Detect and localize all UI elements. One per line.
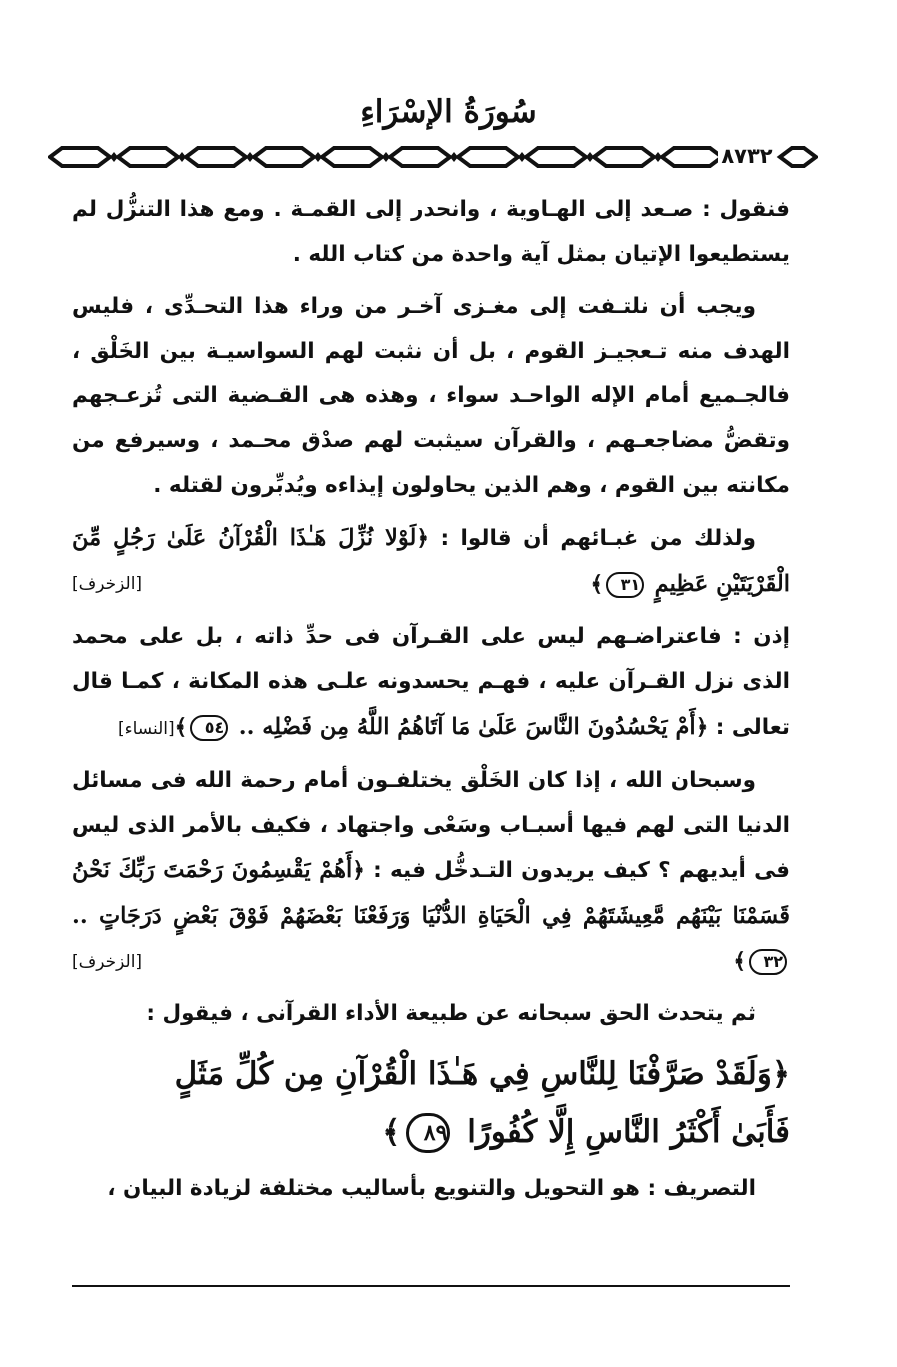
quoted-verse-zukhruf-31: لَوْلا نُزِّلَ هَـٰذَا الْقُرْآنُ عَلَىٰ رَجُلٍ مِّنَ الْقَرْيَتَيْنِ عَظِيمٍ bbox=[72, 525, 790, 597]
header-ornament-rule bbox=[48, 140, 818, 174]
surah-reference: [النساء] bbox=[117, 718, 175, 739]
quoted-verse-nisa-54: أَمْ يَحْسُدُونَ النَّاسَ عَلَىٰ مَا آتَاهُمُ اللَّهُ مِن فَضْلِه .. bbox=[238, 713, 696, 740]
ayah-number-badge: ٣٢ bbox=[749, 949, 787, 975]
verse-close-bracket: ﴾ bbox=[382, 1113, 401, 1150]
paragraph-7 bbox=[72, 1167, 790, 1212]
paragraph-7-text: التصريف : هو التحويل والتنويع بأساليب مختلفة لزيادة البيان ، bbox=[107, 1175, 756, 1201]
paragraph-2 bbox=[72, 285, 790, 508]
main-verse-block bbox=[72, 1045, 790, 1161]
verse-open-bracket: ﴿ bbox=[416, 526, 429, 552]
footer-rule bbox=[72, 1285, 790, 1287]
ayah-number-badge: ٥٤ bbox=[190, 715, 228, 741]
main-verse-line-2-text: فَأَبَىٰ أَكْثَرُ النَّاسِ إِلَّا كُفُورًا bbox=[467, 1113, 790, 1150]
paragraph-6-text: ثم يتحدث الحق سبحانه عن طبيعة الأداء القرآنى ، فيقول : bbox=[146, 1001, 756, 1027]
page-body bbox=[72, 188, 790, 1219]
paragraph-2-text: ويجب أن نلتـفت إلى مغـزى آخـر من وراء هذا التحـدِّى ، فليس الهدف منه تـعجيـز القوم ، بل أن نثبت لهم السواسيـة بين الخَلْق ، فالجـميع أمام الإله الواحـد سواء ، وهذه هى القـضية التى تُزعـجهم وتقضُّ مضاجعـهم ، والقرآن سيثبت لهم صدْق محـمد ، وسيرفع من مكانته بين القوم ، وهم الذين يحاولون إيذاءه ويُدبِّرون لقتله . bbox=[72, 294, 790, 498]
paragraph-1 bbox=[72, 188, 790, 277]
verse-open-bracket: ﴿ bbox=[695, 714, 709, 740]
paragraph-5 bbox=[72, 759, 790, 984]
paragraph-4 bbox=[72, 615, 790, 751]
surah-title: سُورَةُ الإسْرَاءِ bbox=[360, 94, 537, 130]
main-verse-line-1 bbox=[72, 1045, 790, 1103]
main-verse-line-1-text: وَلَقَدْ صَرَّفْنَا لِلنَّاسِ فِي هَـٰذَا الْقُرْآنِ مِن كُلِّ مَثَلٍ bbox=[174, 1055, 772, 1092]
verse-open-bracket: ﴿ bbox=[771, 1055, 790, 1092]
verse-open-bracket: ﴿ bbox=[352, 858, 365, 884]
paragraph-3 bbox=[72, 516, 790, 607]
paragraph-6 bbox=[72, 992, 790, 1037]
verse-close-bracket: ﴾ bbox=[174, 714, 188, 740]
ayah-number-badge: ٣١ bbox=[606, 572, 644, 598]
paragraph-3-text: ولذلك من غبـائهم أن قالوا : bbox=[440, 526, 756, 552]
paragraph-4-text: إذن : فاعتراضـهم ليس على القـرآن فى حدِّ ذاته ، بل على محمد الذى نزل القـرآن عليه ، فهـم يحسدونه علـى هذه المكانة ، كمـا قال تعالى : bbox=[72, 624, 790, 740]
verse-close-bracket: ﴾ bbox=[733, 948, 746, 974]
surah-reference: [الزخرف] bbox=[72, 951, 143, 972]
verse-close-bracket: ﴾ bbox=[590, 571, 604, 597]
surah-reference: [الزخرف] bbox=[72, 573, 143, 594]
paragraph-1-text: فنقول : صـعد إلى الهـاوية ، وانحدر إلى القمـة . ومع هذا التنزُّل لم يستطيعوا الإتيان بمثل آية واحدة من كتاب الله . bbox=[72, 197, 790, 267]
main-ayah-number-badge: ٨٩ bbox=[406, 1113, 450, 1153]
page-number: ٨٧٣٢ bbox=[718, 141, 776, 171]
quoted-verse-zukhruf-32: أَهُمْ يَقْسِمُونَ رَحْمَتَ رَبِّكَ نَحْنُ قَسَمْنَا بَيْنَهُم مَّعِيشَتَهُمْ فِي الْحَيَاةِ الدُّنْيَا وَرَفَعْنَا بَعْضَهُمْ فَوْقَ بَعْضٍ دَرَجَاتٍ .. bbox=[72, 857, 790, 929]
main-verse-line-2 bbox=[72, 1103, 790, 1161]
paragraph-5-text: وسبحان الله ، إذا كان الخَلْق يختلفـون أمام رحمة الله فى مسائل الدنيا التى لهم فيها أسبـاب وسَعْى واجتهاد ، فكيف بالأمر الذى ليس فى أيديهم ؟ كيف يريدون التـدخُّل فيه : bbox=[72, 768, 790, 884]
